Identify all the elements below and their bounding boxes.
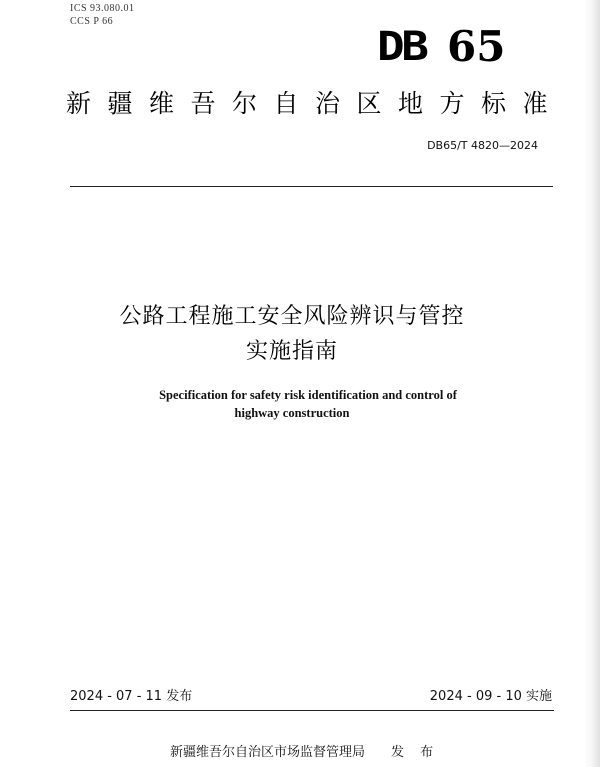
standard-mark-prefix: DB (377, 24, 426, 70)
standard-number: DB65/T 4820—2024 (427, 139, 538, 152)
header-divider (70, 186, 553, 187)
footer-divider (70, 710, 554, 711)
release-label: 发 布 (391, 745, 440, 760)
document-title-zh-line2: 实施指南 (245, 339, 338, 364)
ccs-code: CCS P 66 (70, 16, 114, 27)
issue-date: 2024 - 07 - 11 发布 (70, 689, 193, 704)
document-title-en-line1: Specification for safety risk identification and control of (159, 388, 457, 402)
implementation-date: 2024 - 09 - 10 实施 (429, 689, 552, 704)
issuer-name: 新疆维吾尔自治区市场监督管理局 (170, 745, 366, 760)
standard-mark-region-code: 65 (447, 22, 506, 71)
scan-edge-shadow (584, 0, 600, 767)
document-title-en-line2: highway construction (234, 406, 350, 420)
classification-codes (70, 2, 135, 28)
document-title-zh-line1: 公路工程施工安全风险辨识与管控 (119, 304, 465, 329)
ics-code: ICS 93.080.01 (70, 3, 135, 14)
organization-title: 新疆维吾尔自治区地方标准 (66, 89, 565, 118)
issuer-line (170, 744, 439, 762)
standard-mark-logo (377, 22, 517, 72)
